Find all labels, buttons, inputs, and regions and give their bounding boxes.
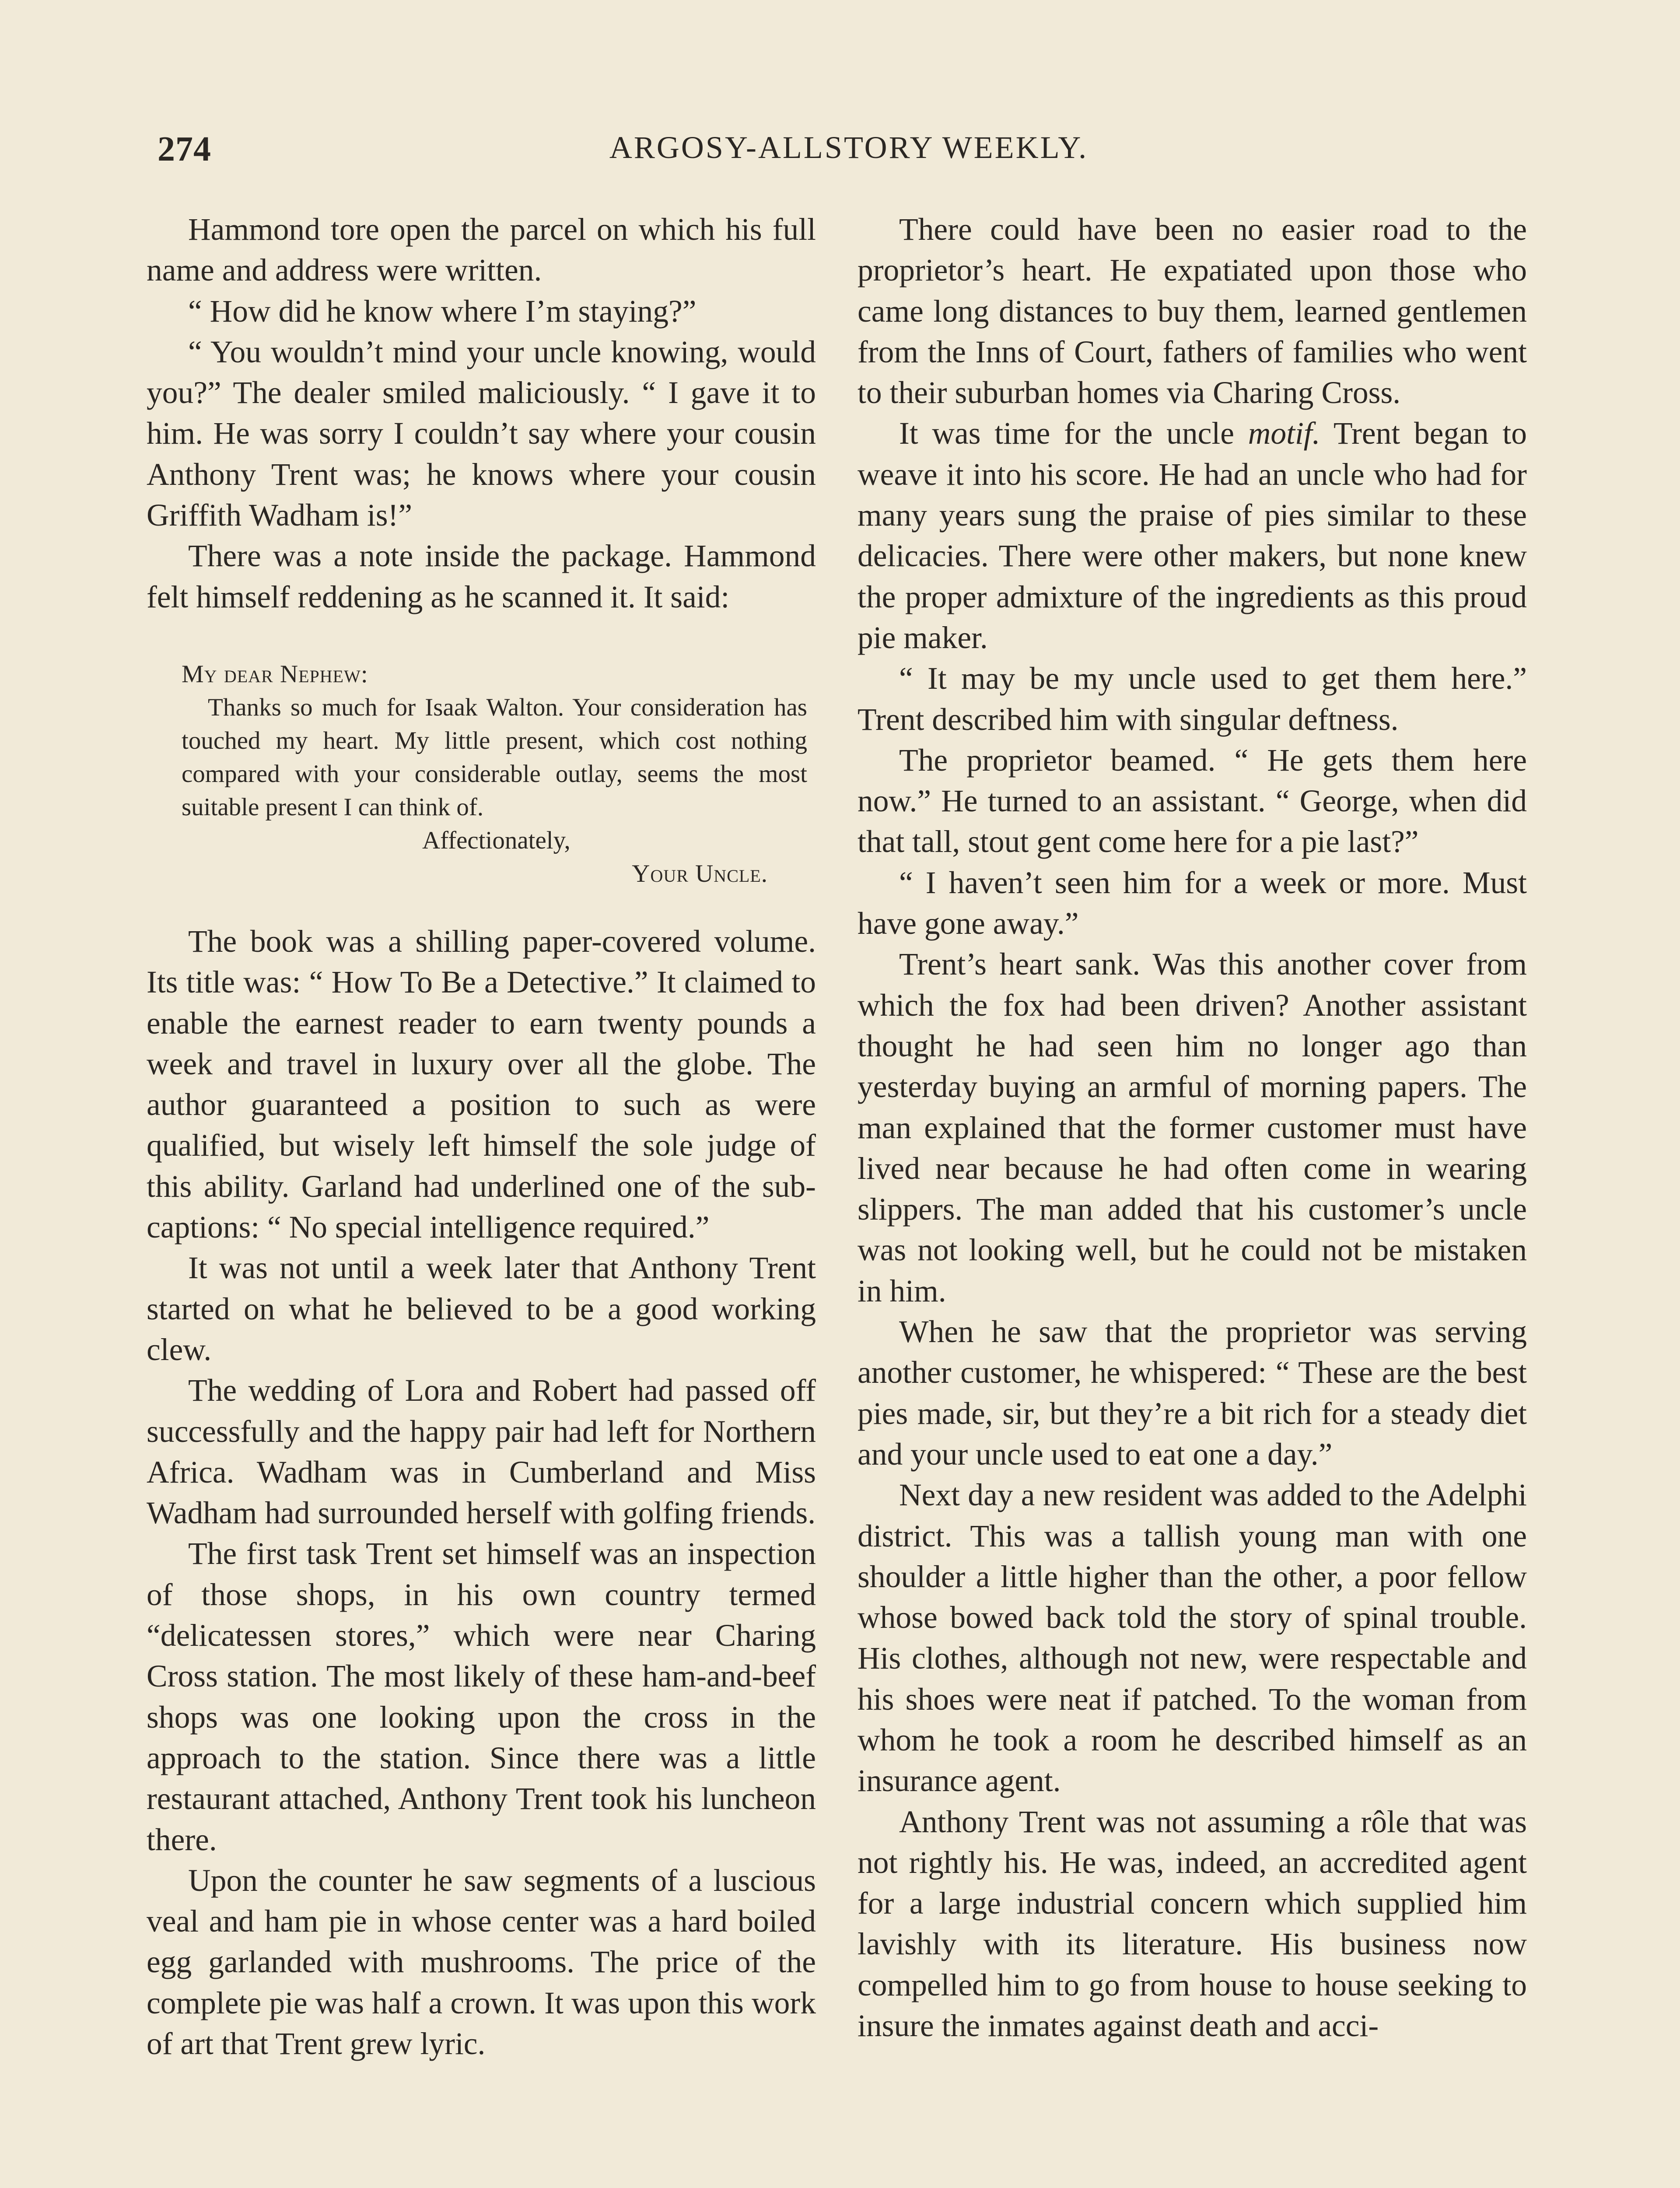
paragraph: “ It may be my uncle used to get them here.” Trent described him with singular deftness. <box>858 661 1527 737</box>
letter-excerpt <box>182 658 807 891</box>
paragraph: Anthony Trent was not assuming a rôle that was not rightly his. He was, indeed, an accredited agent for a large industrial concern which supplied him lavishly with its literature. His business now compelled him to go from house to house seeking to insure the inmates against death and acci- <box>858 1804 1527 2044</box>
letter-closing: Affectionately, <box>422 826 570 854</box>
letter-salutation: My dear Nephew: <box>182 660 368 688</box>
paragraph: The wedding of Lora and Robert had passed off successfully and the happy pair had left for Northern Africa. Wadham was in Cumberland and Miss Wadham had surrounded herself with golfing friends. <box>147 1373 816 1531</box>
letter-body: Thanks so much for Isaak Walton. Your consideration has touched my heart. My little present, which cost nothing compared with your considerable outlay, seems the most suitable present I can think of. <box>182 693 807 821</box>
paragraph: Next day a new resident was added to the Adelphi district. This was a tallish young man with one shoulder a little higher than the other, a poor fellow whose bowed back told the story of spinal trouble. His clothes, although not new, were respectable and his shoes were neat if patched. To the woman from whom he took a room he described himself as an insurance agent. <box>858 1478 1527 1799</box>
paragraph: There could have been no easier road to the proprietor’s heart. He expatiated upon those who came long distances to buy them, learned gentlemen from the Inns of Court, fathers of families who went to their suburban homes via Charing Cross. <box>858 212 1527 410</box>
paragraph: The proprietor beamed. “ He gets them here now.” He turned to an assistant. “ George, when did that tall, stout gent come here for a pie last?” <box>858 743 1527 859</box>
paragraph: “ I haven’t seen him for a week or more. Must have gone away.” <box>858 865 1527 941</box>
running-title: ARGOSY-ALLSTORY WEEKLY. <box>609 130 1088 165</box>
paragraph: When he saw that the proprietor was serving another customer, he whispered: “ These are the best pies made, sir, but they’re a bit rich for a steady diet and your uncle used to eat one a day.” <box>858 1315 1527 1472</box>
paragraph: The book was a shilling paper-covered volume. Its title was: “ How To Be a Detective.” It claimed to enable the earnest reader to earn twenty pounds a week and travel in luxury over all the globe. The author guaranteed a position to such as were qualified, but wisely left himself the sole judge of this ability. Garland had underlined one of the sub-captions: “ No special intelligence required.” <box>147 924 816 1245</box>
paragraph-text: It was time for the uncle <box>899 416 1248 451</box>
italic-word: motif. <box>1248 416 1320 451</box>
paragraph: Upon the counter he saw segments of a luscious veal and ham pie in whose center was a hard boiled egg garlanded with mushrooms. The price of the complete pie was half a crown. It was upon this work of art that Trent grew lyric. <box>147 1863 816 2061</box>
letter-signature: Your Uncle. <box>632 859 768 887</box>
page-header <box>158 130 1540 178</box>
paragraph: There was a note inside the package. Hammond felt himself reddening as he scanned it. It said: <box>147 539 816 614</box>
paragraph: “ You wouldn’t mind your uncle knowing, would you?” The dealer smiled maliciously. “ I gave it to him. He was sorry I couldn’t say where your cousin Anthony Trent was; he knows where your cousin Griffith Wadham is!” <box>147 334 816 533</box>
right-column <box>858 209 1527 2046</box>
paragraph: Hammond tore open the parcel on which his full name and address were written. <box>147 212 816 288</box>
page-number: 274 <box>158 130 211 168</box>
paragraph: “ How did he know where I’m staying?” <box>188 294 696 329</box>
paragraph: It was not until a week later that Anthony Trent started on what he believed to be a good working clew. <box>147 1251 816 1367</box>
paragraph: Trent’s heart sank. Was this another cover from which the fox had been driven? Another assistant thought he had seen him no longer ago than yesterday buying an armful of morning papers. The man explained that the former customer must have lived near because he had often come in wearing slippers. The man added that his customer’s uncle was not looking well, but he could not be mistaken in him. <box>858 947 1527 1308</box>
paragraph-text: Trent began to weave it into his score. He had an uncle who had for many years sung the praise of pies similar to these delicacies. There were other makers, but none knew the proper admixture of the ingredients as this proud pie maker. <box>858 416 1527 655</box>
paragraph-with-italic <box>858 413 1527 658</box>
paragraph: The first task Trent set himself was an inspection of those shops, in his own country termed “delicatessen stores,” which were near Charing Cross station. The most likely of these ham-and-beef shops was one looking upon the cross in the approach to the station. Since there was a little restaurant attached, Anthony Trent took his luncheon there. <box>147 1536 816 1857</box>
left-column <box>147 209 816 2064</box>
